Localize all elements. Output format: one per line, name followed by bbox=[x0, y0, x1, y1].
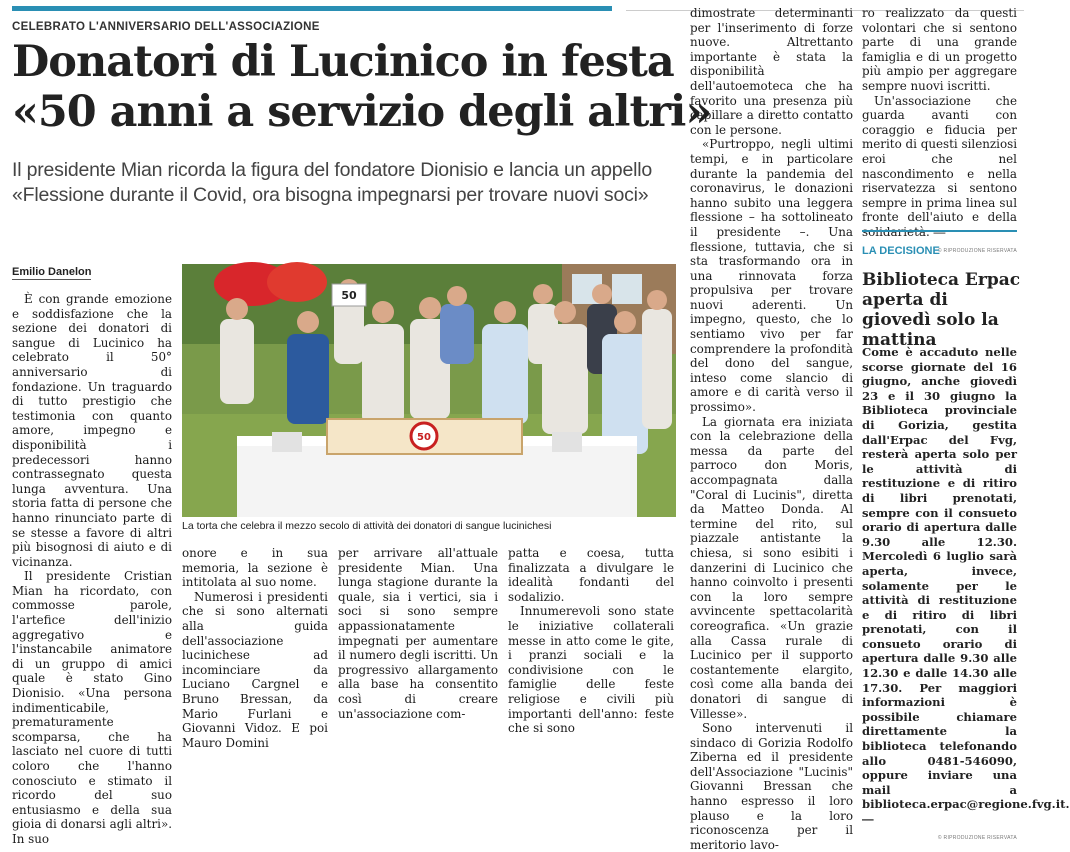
headline-line-2: «50 anni a servizio degli altri» bbox=[12, 87, 712, 137]
subheadline-line-1: Il presidente Mian ricorda la figura del fondatore Dionisio e lancia un appello bbox=[12, 159, 653, 181]
article-column-3 bbox=[338, 546, 498, 721]
photo-caption: La torta che celebra il mezzo secolo di attività dei donatori di sangue lucinichesi bbox=[182, 520, 552, 532]
header-accent-bar bbox=[12, 6, 612, 11]
sidebar-end-mark: — bbox=[862, 813, 874, 826]
sidebar-accent-bar bbox=[862, 230, 1017, 232]
article-paragraph: Numerosi i presidenti che si sono alternati alla guida dell'associazione lucinichese ad incominciare da Luciano Cargnel e Bruno Bressan, da Mario Furlani e Giovanni Vidoz. E poi Mauro Domini bbox=[182, 589, 328, 750]
sidebar-kicker: LA DECISIONE bbox=[862, 245, 940, 257]
article-paragraph: dimostrate determinanti per l'inserimento di forze nuove. Altrettanto importante è stata la disponibilità dell'autoemoteca che ha favorito una presenza più capillare a diretto contatto con le persone. bbox=[690, 6, 853, 137]
article-column-5 bbox=[690, 6, 853, 852]
article-paragraph: onore e in sua memoria, la sezione è intitolata al suo nome. bbox=[182, 546, 328, 590]
group-photo bbox=[182, 264, 676, 517]
byline: Emilio Danelon bbox=[12, 266, 92, 278]
sidebar-text: Come è accaduto nelle scorse giornate del 16 giugno, anche giovedì 23 e il 30 giugno la Biblioteca provinciale di Gorizia, gestita dall'Erpac del Fvg, resterà aperta solo per le attività di restituzione e di ritiro di libri prenotati, sempre con il consueto orario di apertura dalle 9.30 alle 12.30. Mercoledì 6 luglio sarà aperta, invece, solamente per le attività di restituzione e di ritiro di libri prenotati, con il consueto orario di apertura dalle 9.30 alle 12.30 e dalle 14.30 alle 17.30. Per maggiori informazioni è possibile chiamare direttamente la biblioteca telefonando allo 0481-546090, oppure inviare una mail a biblioteca.erpac@regione.fvg.it. bbox=[862, 345, 1070, 812]
article-column-1 bbox=[12, 292, 172, 846]
article-paragraph: ro realizzato da questi volontari che si sentono parte di una grande famiglia e di un progetto più ampio per aggregare sempre nuovi iscritti. bbox=[862, 6, 1017, 93]
article-kicker: CELEBRATO L'ANNIVERSARIO DELL'ASSOCIAZIONE bbox=[12, 21, 320, 33]
article-paragraph: patta e coesa, tutta finalizzata a divulgare le idealità fondanti del sodalizio. bbox=[508, 546, 674, 604]
sidebar-body bbox=[862, 345, 1070, 845]
article-copyright: © RIPRODUZIONE RISERVATA bbox=[937, 247, 1017, 254]
article-paragraph: È con grande emozione e soddisfazione che la sezione dei donatori di sangue di Lucinico ha celebrato il 50° anniversario di fondazione. Un traguardo di tutto prestigio che testimonia con quanto amore, impegno e disponibilità i predecessori hanno contrassegnato questa lunga avventura. Una storia fatta di persone che hanno rinunciato parte di se stesse a favore di altri più bisognosi di aiuto e di vicinanza. bbox=[12, 292, 172, 569]
article-paragraph: La giornata era iniziata con la celebrazione della messa da parte del parroco don Moris, accompagnata dalla "Coral di Lucinis", diretta da Matteo Donda. Al termine del rito, sul piazzale antistante la chiesa, si sono esibiti i danzerini di Lucinico che hanno coinvolto i presenti con la loro sempre avvincente spettacolarità coreografica. «Un grazie alla Cassa rurale di Lucinico per il supporto costantemente elargito, così come alla banda dei donatori di sangue di Villesse». bbox=[690, 414, 853, 721]
article-paragraph: Il presidente Cristian Mian ha ricordato, con commosse parole, l'artefice dell'inizio aggregativo e l'instancabile animatore di un gruppo di amici quale è stato Gino Dionisio. «Una persona indimenticabile, prematuramente scomparsa, che ha lasciato nel cuore di tutti coloro che l'hanno conosciuto e stimato il ricordo del suo entusiasmo e della sua gioia di donarsi agli altri». In suo bbox=[12, 569, 172, 846]
svg-text:50: 50 bbox=[341, 289, 357, 302]
sidebar-title: Biblioteca Erpac aperta di giovedì solo la mattina bbox=[862, 270, 1021, 350]
headline-line-1: Donatori di Lucinico in festa bbox=[12, 37, 674, 87]
group-photo-illustration bbox=[182, 264, 676, 517]
subheadline-line-2: «Flessione durante il Covid, ora bisogna impegnarsi per trovare nuovi soci» bbox=[12, 184, 649, 206]
article-paragraph: Sono intervenuti il sindaco di Gorizia Rodolfo Ziberna ed il presidente dell'Associazione "Lucinis" Giovanni Bressan che hanno espresso il loro plauso e la loro riconoscenza per il meritorio lavo- bbox=[690, 721, 853, 852]
article-column-4 bbox=[508, 546, 674, 736]
cake-number: 50 bbox=[417, 432, 431, 443]
article-paragraph: per arrivare all'attuale presidente Mian. Una lunga stagione durante la quale, sia i vertici, sia i soci si sono sempre appassionatamente impegnati per aumentare il numero degli iscritti. Un progressivo allargamento alla base ha consentito così di creare un'associazione com- bbox=[338, 546, 498, 721]
article-paragraph: Innumerevoli sono state le iniziative collaterali messe in atto come le gite, i pranzi sociali e la condivisione con le famiglie delle feste religiose e civili più importanti dell'anno: feste che si sono bbox=[508, 604, 674, 736]
article-column-2 bbox=[182, 546, 328, 750]
article-paragraph: Un'associazione che guarda avanti con coraggio e fiducia per merito di questi silenziosi eroi che nel nascondimento e nella riservatezza si sentono sempre in prima linea sul fronte dell'aiuto e della bbox=[862, 93, 1018, 225]
article-paragraph: «Purtroppo, negli ultimi tempi, e in particolare durante la pandemia del coronavirus, le donazioni hanno subito una leggera flessione – ha sottolineato il presidente –. Una flessione, tuttavia, che si sta trasformando ora in una rinnovata forza propulsiva per trovare nuovi aderenti. Un impegno, questo, che lo sentiamo vivo per far comprendere la profondità del dono del sangue, inteso come slancio di amore e di carità verso il prossimo». bbox=[690, 137, 853, 415]
sidebar-copyright: © RIPRODUZIONE RISERVATA bbox=[937, 834, 1017, 841]
